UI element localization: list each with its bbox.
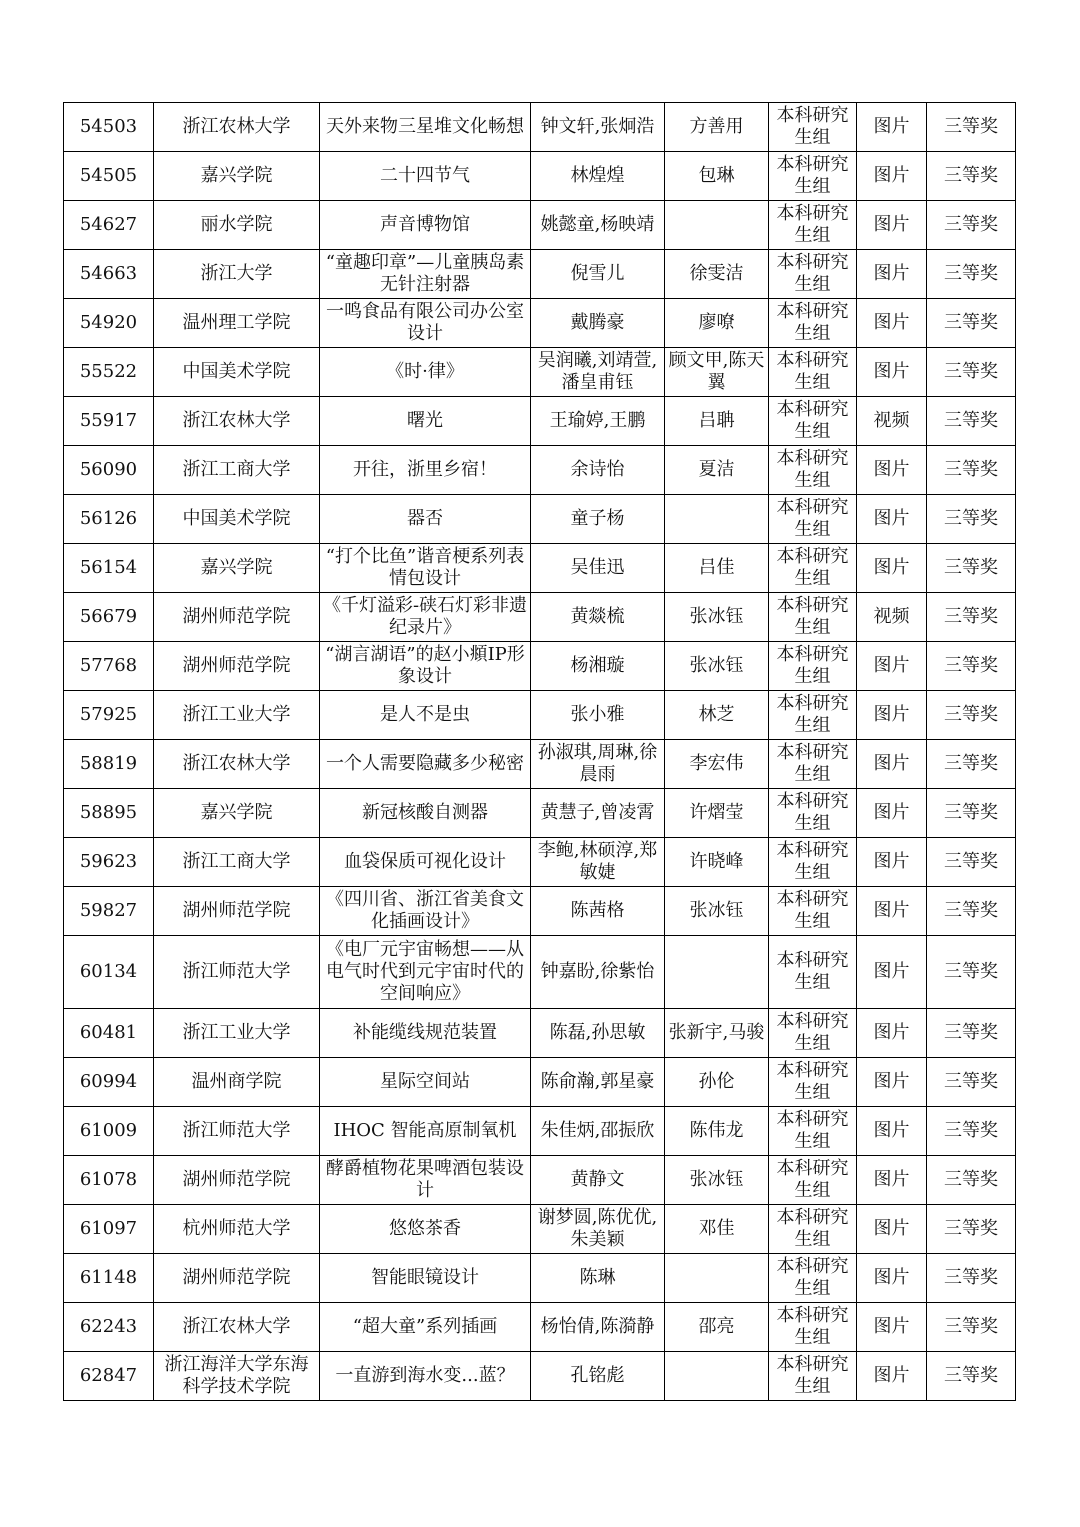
- school-cell: 温州理工学院: [154, 299, 320, 348]
- work-title-cell: 一直游到海水变...蓝？: [320, 1352, 531, 1401]
- type-cell: 图片: [857, 1352, 927, 1401]
- group-cell: 本科研究生组: [769, 152, 857, 201]
- award-cell: 三等奖: [927, 1352, 1016, 1401]
- table-row: [64, 397, 1016, 446]
- entry-id-cell: 62243: [64, 1303, 154, 1352]
- award-cell: 三等奖: [927, 250, 1016, 299]
- advisor-cell: 林芝: [665, 691, 769, 740]
- advisor-cell: 孙伦: [665, 1058, 769, 1107]
- school-cell: 丽水学院: [154, 201, 320, 250]
- entry-id-cell: 54920: [64, 299, 154, 348]
- school-cell: 浙江工商大学: [154, 838, 320, 887]
- group-cell: 本科研究生组: [769, 495, 857, 544]
- type-cell: 图片: [857, 495, 927, 544]
- school-cell: 浙江师范大学: [154, 936, 320, 1009]
- award-cell: 三等奖: [927, 397, 1016, 446]
- group-cell: 本科研究生组: [769, 250, 857, 299]
- table-row: [64, 740, 1016, 789]
- entry-id-cell: 56090: [64, 446, 154, 495]
- group-cell: 本科研究生组: [769, 691, 857, 740]
- type-cell: 图片: [857, 152, 927, 201]
- award-cell: 三等奖: [927, 642, 1016, 691]
- advisor-cell: 吕佳: [665, 544, 769, 593]
- school-cell: 温州商学院: [154, 1058, 320, 1107]
- entry-id-cell: 54505: [64, 152, 154, 201]
- group-cell: 本科研究生组: [769, 1058, 857, 1107]
- school-cell: 浙江农林大学: [154, 740, 320, 789]
- award-cell: 三等奖: [927, 1107, 1016, 1156]
- type-cell: 图片: [857, 642, 927, 691]
- school-cell: 浙江海洋大学东海科学技术学院: [154, 1352, 320, 1401]
- award-cell: 三等奖: [927, 838, 1016, 887]
- type-cell: 图片: [857, 348, 927, 397]
- work-title-cell: 酵爵植物花果啤酒包装设计: [320, 1156, 531, 1205]
- table-row: [64, 936, 1016, 1009]
- entry-id-cell: 56679: [64, 593, 154, 642]
- authors-cell: 陈茜格: [531, 887, 665, 936]
- work-title-cell: 智能眼镜设计: [320, 1254, 531, 1303]
- school-cell: 嘉兴学院: [154, 152, 320, 201]
- work-title-cell: 补能缆线规范装置: [320, 1009, 531, 1058]
- school-cell: 湖州师范学院: [154, 887, 320, 936]
- award-cell: 三等奖: [927, 446, 1016, 495]
- work-title-cell: 新冠核酸自测器: [320, 789, 531, 838]
- type-cell: 图片: [857, 887, 927, 936]
- type-cell: 图片: [857, 446, 927, 495]
- entry-id-cell: 55917: [64, 397, 154, 446]
- work-title-cell: 一个人需要隐藏多少秘密: [320, 740, 531, 789]
- type-cell: 图片: [857, 789, 927, 838]
- advisor-cell: [665, 1352, 769, 1401]
- group-cell: 本科研究生组: [769, 446, 857, 495]
- advisor-cell: 包琳: [665, 152, 769, 201]
- group-cell: 本科研究生组: [769, 1303, 857, 1352]
- table-row: [64, 1009, 1016, 1058]
- table-row: [64, 250, 1016, 299]
- work-title-cell: “湖言湖语”的赵小頫IP形象设计: [320, 642, 531, 691]
- award-cell: 三等奖: [927, 152, 1016, 201]
- work-title-cell: “童趣印章”—儿童胰岛素无针注射器: [320, 250, 531, 299]
- work-title-cell: 开往，浙里乡宿！: [320, 446, 531, 495]
- advisor-cell: 许晓峰: [665, 838, 769, 887]
- school-cell: 中国美术学院: [154, 495, 320, 544]
- table-row: [64, 887, 1016, 936]
- work-title-cell: 声音博物馆: [320, 201, 531, 250]
- type-cell: 图片: [857, 691, 927, 740]
- entry-id-cell: 58819: [64, 740, 154, 789]
- award-cell: 三等奖: [927, 348, 1016, 397]
- entry-id-cell: 61009: [64, 1107, 154, 1156]
- group-cell: 本科研究生组: [769, 1009, 857, 1058]
- authors-cell: 孙淑琪,周琳,徐晨雨: [531, 740, 665, 789]
- type-cell: 图片: [857, 838, 927, 887]
- type-cell: 图片: [857, 250, 927, 299]
- table-row: [64, 1303, 1016, 1352]
- award-cell: 三等奖: [927, 299, 1016, 348]
- table-row: [64, 691, 1016, 740]
- awards-table: [63, 102, 1016, 1401]
- school-cell: 嘉兴学院: [154, 789, 320, 838]
- work-title-cell: 星际空间站: [320, 1058, 531, 1107]
- entry-id-cell: 56126: [64, 495, 154, 544]
- authors-cell: 陈磊,孙思敏: [531, 1009, 665, 1058]
- work-title-cell: IHOC 智能高原制氧机: [320, 1107, 531, 1156]
- entry-id-cell: 60994: [64, 1058, 154, 1107]
- advisor-cell: 邵亮: [665, 1303, 769, 1352]
- authors-cell: 李鲍,林硕淳,郑敏婕: [531, 838, 665, 887]
- school-cell: 浙江工业大学: [154, 1009, 320, 1058]
- type-cell: 图片: [857, 1205, 927, 1254]
- authors-cell: 钟文轩,张炯浩: [531, 103, 665, 152]
- school-cell: 浙江农林大学: [154, 103, 320, 152]
- group-cell: 本科研究生组: [769, 936, 857, 1009]
- type-cell: 图片: [857, 1156, 927, 1205]
- table-row: [64, 642, 1016, 691]
- table-row: [64, 201, 1016, 250]
- entry-id-cell: 54663: [64, 250, 154, 299]
- advisor-cell: 顾文甲,陈天翼: [665, 348, 769, 397]
- work-title-cell: 血袋保质可视化设计: [320, 838, 531, 887]
- authors-cell: 杨湘璇: [531, 642, 665, 691]
- type-cell: 图片: [857, 544, 927, 593]
- group-cell: 本科研究生组: [769, 1156, 857, 1205]
- advisor-cell: 张冰钰: [665, 1156, 769, 1205]
- advisor-cell: 邓佳: [665, 1205, 769, 1254]
- group-cell: 本科研究生组: [769, 740, 857, 789]
- authors-cell: 谢梦圆,陈优优,朱美颖: [531, 1205, 665, 1254]
- advisor-cell: [665, 495, 769, 544]
- entry-id-cell: 56154: [64, 544, 154, 593]
- authors-cell: 黄慧子,曾凌霄: [531, 789, 665, 838]
- table-row: [64, 495, 1016, 544]
- type-cell: 视频: [857, 397, 927, 446]
- table-row: [64, 152, 1016, 201]
- work-title-cell: 二十四节气: [320, 152, 531, 201]
- group-cell: 本科研究生组: [769, 593, 857, 642]
- work-title-cell: 悠悠茶香: [320, 1205, 531, 1254]
- group-cell: 本科研究生组: [769, 1205, 857, 1254]
- school-cell: 湖州师范学院: [154, 593, 320, 642]
- table-row: [64, 1205, 1016, 1254]
- award-cell: 三等奖: [927, 691, 1016, 740]
- table-row: [64, 299, 1016, 348]
- award-cell: 三等奖: [927, 544, 1016, 593]
- entry-id-cell: 61148: [64, 1254, 154, 1303]
- table-row: [64, 103, 1016, 152]
- group-cell: 本科研究生组: [769, 1352, 857, 1401]
- work-title-cell: 《千灯溢彩-硖石灯彩非遗纪录片》: [320, 593, 531, 642]
- award-cell: 三等奖: [927, 1058, 1016, 1107]
- award-cell: 三等奖: [927, 936, 1016, 1009]
- advisor-cell: [665, 201, 769, 250]
- school-cell: 湖州师范学院: [154, 1156, 320, 1205]
- group-cell: 本科研究生组: [769, 348, 857, 397]
- group-cell: 本科研究生组: [769, 887, 857, 936]
- table-row: [64, 1058, 1016, 1107]
- entry-id-cell: 54627: [64, 201, 154, 250]
- entry-id-cell: 54503: [64, 103, 154, 152]
- entry-id-cell: 61097: [64, 1205, 154, 1254]
- type-cell: 图片: [857, 201, 927, 250]
- group-cell: 本科研究生组: [769, 103, 857, 152]
- authors-cell: 张小雅: [531, 691, 665, 740]
- authors-cell: 戴腾豪: [531, 299, 665, 348]
- entry-id-cell: 62847: [64, 1352, 154, 1401]
- table-row: [64, 544, 1016, 593]
- group-cell: 本科研究生组: [769, 1107, 857, 1156]
- type-cell: 图片: [857, 103, 927, 152]
- work-title-cell: 《电厂元宇宙畅想——从电气时代到元宇宙时代的空间响应》: [320, 936, 531, 1009]
- school-cell: 浙江师范大学: [154, 1107, 320, 1156]
- group-cell: 本科研究生组: [769, 1254, 857, 1303]
- entry-id-cell: 60134: [64, 936, 154, 1009]
- authors-cell: 钟嘉盼,徐紫怡: [531, 936, 665, 1009]
- award-cell: 三等奖: [927, 201, 1016, 250]
- table-row: [64, 1254, 1016, 1303]
- authors-cell: 吴佳迅: [531, 544, 665, 593]
- authors-cell: 余诗怡: [531, 446, 665, 495]
- group-cell: 本科研究生组: [769, 397, 857, 446]
- award-cell: 三等奖: [927, 1156, 1016, 1205]
- entry-id-cell: 60481: [64, 1009, 154, 1058]
- entry-id-cell: 55522: [64, 348, 154, 397]
- advisor-cell: 张冰钰: [665, 887, 769, 936]
- award-cell: 三等奖: [927, 103, 1016, 152]
- authors-cell: 倪雪儿: [531, 250, 665, 299]
- type-cell: 视频: [857, 593, 927, 642]
- advisor-cell: 张冰钰: [665, 642, 769, 691]
- advisor-cell: 陈伟龙: [665, 1107, 769, 1156]
- authors-cell: 王瑜婷,王鹏: [531, 397, 665, 446]
- school-cell: 浙江工业大学: [154, 691, 320, 740]
- award-cell: 三等奖: [927, 1205, 1016, 1254]
- authors-cell: 陈琳: [531, 1254, 665, 1303]
- award-cell: 三等奖: [927, 789, 1016, 838]
- advisor-cell: 徐雯洁: [665, 250, 769, 299]
- entry-id-cell: 57925: [64, 691, 154, 740]
- work-title-cell: “超大童”系列插画: [320, 1303, 531, 1352]
- school-cell: 中国美术学院: [154, 348, 320, 397]
- award-cell: 三等奖: [927, 740, 1016, 789]
- school-cell: 浙江农林大学: [154, 1303, 320, 1352]
- award-cell: 三等奖: [927, 1303, 1016, 1352]
- table-row: [64, 838, 1016, 887]
- authors-cell: 陈俞瀚,郭星豪: [531, 1058, 665, 1107]
- award-cell: 三等奖: [927, 1009, 1016, 1058]
- table-row: [64, 789, 1016, 838]
- entry-id-cell: 59827: [64, 887, 154, 936]
- type-cell: 图片: [857, 740, 927, 789]
- group-cell: 本科研究生组: [769, 642, 857, 691]
- advisor-cell: [665, 936, 769, 1009]
- work-title-cell: 是人不是虫: [320, 691, 531, 740]
- advisor-cell: 廖嘹: [665, 299, 769, 348]
- school-cell: 湖州师范学院: [154, 1254, 320, 1303]
- group-cell: 本科研究生组: [769, 299, 857, 348]
- advisor-cell: 方善用: [665, 103, 769, 152]
- group-cell: 本科研究生组: [769, 838, 857, 887]
- school-cell: 浙江工商大学: [154, 446, 320, 495]
- authors-cell: 孔铭彪: [531, 1352, 665, 1401]
- group-cell: 本科研究生组: [769, 789, 857, 838]
- type-cell: 图片: [857, 936, 927, 1009]
- authors-cell: 吴润曦,刘靖萱,潘皇甫钰: [531, 348, 665, 397]
- advisor-cell: 许熠莹: [665, 789, 769, 838]
- award-cell: 三等奖: [927, 887, 1016, 936]
- work-title-cell: 器否: [320, 495, 531, 544]
- type-cell: 图片: [857, 1303, 927, 1352]
- award-cell: 三等奖: [927, 593, 1016, 642]
- authors-cell: 林煌煌: [531, 152, 665, 201]
- work-title-cell: 天外来物三星堆文化畅想: [320, 103, 531, 152]
- advisor-cell: 张冰钰: [665, 593, 769, 642]
- entry-id-cell: 57768: [64, 642, 154, 691]
- work-title-cell: “打个比鱼”谐音梗系列表情包设计: [320, 544, 531, 593]
- type-cell: 图片: [857, 299, 927, 348]
- award-cell: 三等奖: [927, 1254, 1016, 1303]
- authors-cell: 黄燚梳: [531, 593, 665, 642]
- authors-cell: 黄静文: [531, 1156, 665, 1205]
- entry-id-cell: 58895: [64, 789, 154, 838]
- table-row: [64, 593, 1016, 642]
- work-title-cell: 曙光: [320, 397, 531, 446]
- type-cell: 图片: [857, 1107, 927, 1156]
- authors-cell: 姚懿童,杨映靖: [531, 201, 665, 250]
- school-cell: 湖州师范学院: [154, 642, 320, 691]
- table-row: [64, 1107, 1016, 1156]
- group-cell: 本科研究生组: [769, 201, 857, 250]
- entry-id-cell: 61078: [64, 1156, 154, 1205]
- authors-cell: 杨怡倩,陈漪静: [531, 1303, 665, 1352]
- work-title-cell: 《时·律》: [320, 348, 531, 397]
- table-row: [64, 1352, 1016, 1401]
- advisor-cell: 李宏伟: [665, 740, 769, 789]
- table-body: [64, 103, 1016, 1401]
- advisor-cell: [665, 1254, 769, 1303]
- table-row: [64, 446, 1016, 495]
- advisor-cell: 张新宇,马骏: [665, 1009, 769, 1058]
- award-cell: 三等奖: [927, 495, 1016, 544]
- type-cell: 图片: [857, 1058, 927, 1107]
- authors-cell: 童子杨: [531, 495, 665, 544]
- group-cell: 本科研究生组: [769, 544, 857, 593]
- advisor-cell: 夏洁: [665, 446, 769, 495]
- type-cell: 图片: [857, 1254, 927, 1303]
- school-cell: 浙江大学: [154, 250, 320, 299]
- table-row: [64, 1156, 1016, 1205]
- work-title-cell: 一鸣食品有限公司办公室设计: [320, 299, 531, 348]
- advisor-cell: 吕聃: [665, 397, 769, 446]
- table-row: [64, 348, 1016, 397]
- entry-id-cell: 59623: [64, 838, 154, 887]
- type-cell: 图片: [857, 1009, 927, 1058]
- authors-cell: 朱佳炳,邵振欣: [531, 1107, 665, 1156]
- school-cell: 浙江农林大学: [154, 397, 320, 446]
- work-title-cell: 《四川省、浙江省美食文化插画设计》: [320, 887, 531, 936]
- school-cell: 杭州师范大学: [154, 1205, 320, 1254]
- school-cell: 嘉兴学院: [154, 544, 320, 593]
